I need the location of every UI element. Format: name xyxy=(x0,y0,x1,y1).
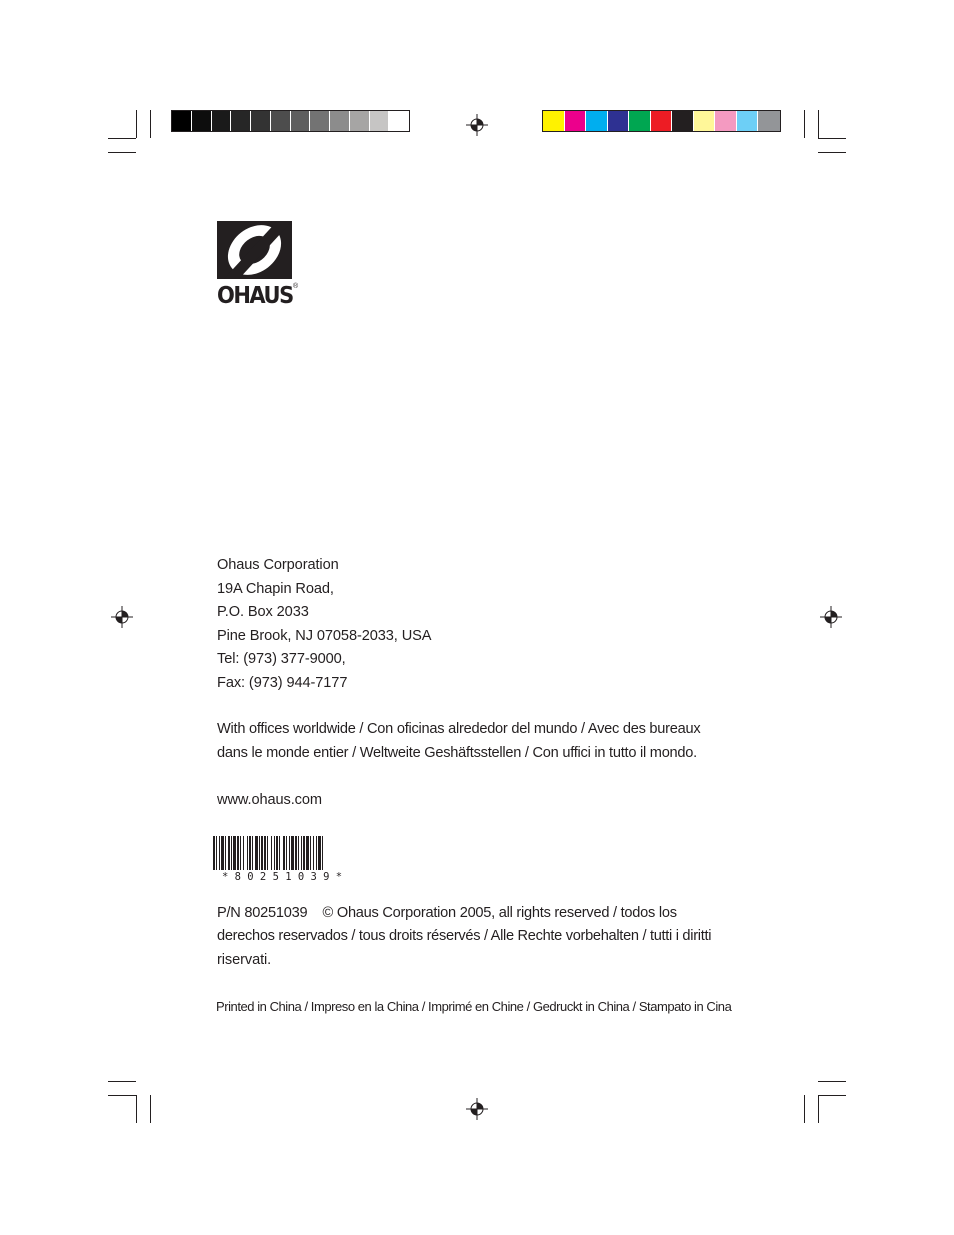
printed-in: Printed in China / Impreso en la China / Imprimé en Chine / Gedruckt in China / Stampato in Cina xyxy=(216,999,732,1014)
barcode-icon xyxy=(213,836,383,872)
crop-mark xyxy=(136,1095,137,1123)
telephone: Tel: (973) 377-9000, xyxy=(217,651,346,667)
barcode-bar xyxy=(240,836,241,870)
color-swatch xyxy=(715,111,737,131)
crop-mark xyxy=(818,110,819,138)
color-swatch xyxy=(565,111,587,131)
barcode-bar xyxy=(252,836,253,870)
color-swatch xyxy=(172,111,192,131)
color-swatch xyxy=(737,111,759,131)
color-swatch xyxy=(271,111,291,131)
barcode-bar xyxy=(286,836,287,870)
process-color-bar xyxy=(542,110,781,132)
copyright-line-1: P/N 80251039 © Ohaus Corporation 2005, all rights reserved / todos los xyxy=(217,905,677,921)
registration-mark-icon xyxy=(820,606,842,628)
crop-mark xyxy=(804,1095,805,1123)
barcode-bar xyxy=(276,836,278,870)
barcode-bar xyxy=(228,836,230,870)
offices-line-2: dans le monde entier / Weltweite Geshäftsstellen / Con uffici in tutto il mondo. xyxy=(217,745,697,761)
copyright-line-2: derechos reservados / tous droits réservés / Alle Rechte vorbehalten / tutti i diritti xyxy=(217,928,712,944)
crop-mark xyxy=(136,110,137,138)
barcode-bar xyxy=(221,836,224,870)
barcode-bar xyxy=(237,836,239,870)
ohaus-emblem-icon xyxy=(217,221,292,279)
barcode-bar xyxy=(303,836,305,870)
ohaus-wordmark: OHAUS xyxy=(217,282,293,309)
copyright-line-3: riservati. xyxy=(217,952,272,968)
color-swatch xyxy=(192,111,212,131)
barcode-bar xyxy=(279,836,280,870)
barcode-bar xyxy=(255,836,258,870)
color-swatch xyxy=(310,111,330,131)
barcode-bar xyxy=(318,836,321,870)
crop-mark xyxy=(818,1081,846,1082)
color-swatch xyxy=(212,111,232,131)
company-name: Ohaus Corporation xyxy=(217,557,339,573)
color-swatch xyxy=(543,111,565,131)
barcode-bar xyxy=(316,836,317,870)
offices-line-1: With offices worldwide / Con oficinas alrededor del mundo / Avec des bureaux xyxy=(217,721,701,737)
city-state-zip: Pine Brook, NJ 07058-2033, USA xyxy=(217,628,432,644)
barcode-bar xyxy=(295,836,297,870)
barcode-bar xyxy=(247,836,248,870)
barcode-bar xyxy=(261,836,263,870)
color-swatch xyxy=(651,111,673,131)
registration-mark-icon xyxy=(111,606,133,628)
crop-mark xyxy=(818,1095,819,1123)
registered-mark: ® xyxy=(293,283,299,290)
color-swatch xyxy=(370,111,390,131)
ohaus-logo xyxy=(217,221,299,307)
barcode-bar xyxy=(259,836,260,870)
barcode-bar xyxy=(267,836,268,870)
barcode-bar xyxy=(301,836,302,870)
barcode-bar xyxy=(310,836,311,870)
barcode-bar xyxy=(298,836,299,870)
barcode-bar xyxy=(274,836,275,870)
crop-mark xyxy=(108,152,136,153)
registration-mark-icon xyxy=(466,114,488,136)
barcode-bar xyxy=(233,836,236,870)
color-swatch xyxy=(251,111,271,131)
crop-mark xyxy=(150,1095,151,1123)
po-box: P.O. Box 2033 xyxy=(217,604,309,620)
barcode-bar xyxy=(249,836,251,870)
crop-mark xyxy=(150,110,151,138)
color-swatch xyxy=(330,111,350,131)
crop-mark xyxy=(108,1081,136,1082)
barcode-bar xyxy=(289,836,290,870)
color-swatch xyxy=(291,111,311,131)
color-swatch xyxy=(758,111,780,131)
barcode-bar xyxy=(243,836,244,870)
website-link[interactable]: www.ohaus.com xyxy=(217,792,322,808)
barcode-bar xyxy=(322,836,323,870)
barcode-text: * 8 0 2 5 1 0 3 9 * xyxy=(222,871,343,883)
crop-mark xyxy=(818,1095,846,1096)
color-swatch xyxy=(629,111,651,131)
color-swatch xyxy=(350,111,370,131)
barcode-bar xyxy=(219,836,220,870)
barcode-bar xyxy=(231,836,232,870)
color-swatch xyxy=(389,111,409,131)
fax: Fax: (973) 944-7177 xyxy=(217,675,348,691)
barcode-bar xyxy=(264,836,266,870)
barcode-bar xyxy=(283,836,285,870)
grayscale-color-bar xyxy=(171,110,410,132)
color-swatch xyxy=(231,111,251,131)
color-swatch xyxy=(608,111,630,131)
color-swatch xyxy=(586,111,608,131)
barcode-bar xyxy=(213,836,215,870)
barcode-bar xyxy=(271,836,272,870)
crop-mark xyxy=(818,152,846,153)
color-swatch xyxy=(672,111,694,131)
barcode-bar xyxy=(313,836,314,870)
crop-mark xyxy=(108,1095,136,1096)
color-swatch xyxy=(694,111,716,131)
street-address: 19A Chapin Road, xyxy=(217,581,334,597)
crop-mark xyxy=(108,138,136,139)
crop-mark xyxy=(818,138,846,139)
registration-mark-icon xyxy=(466,1098,488,1120)
crop-mark xyxy=(804,110,805,138)
barcode-bar xyxy=(306,836,309,870)
barcode-bar xyxy=(216,836,217,870)
barcode-bar xyxy=(291,836,294,870)
barcode-bar xyxy=(225,836,226,870)
